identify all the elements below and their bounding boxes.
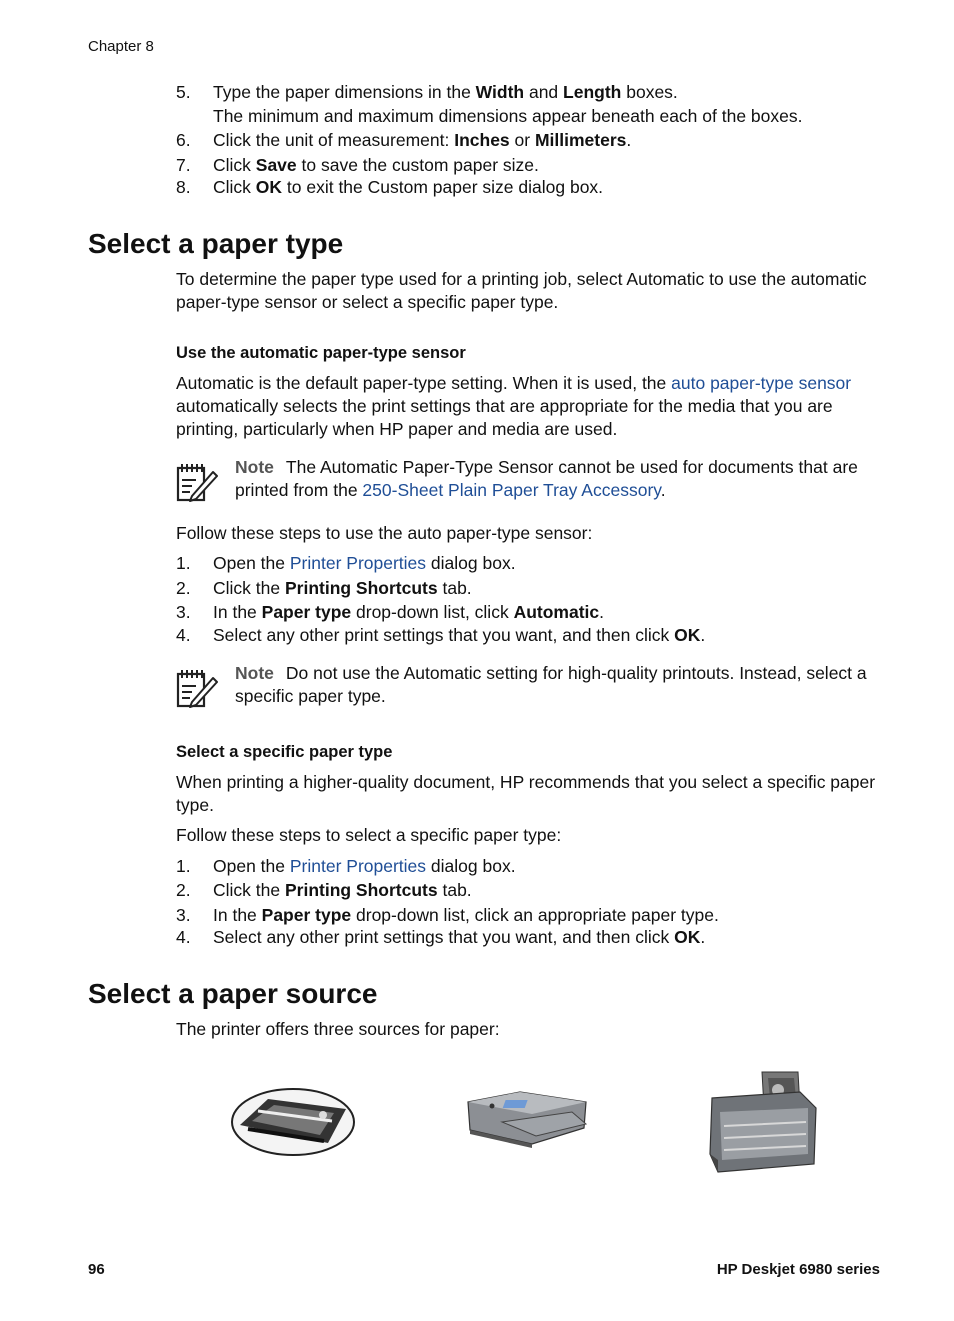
auto-two-sided-accessory-image xyxy=(704,1068,822,1176)
section-title: Select a paper type xyxy=(88,228,344,259)
note-pencil-icon xyxy=(176,666,218,710)
plain-paper-tray-accessory-image xyxy=(462,1088,590,1150)
rear-paper-tray-image xyxy=(228,1085,358,1159)
plain-paper-tray-accessory-link[interactable]: 250-Sheet Plain Paper Tray Accessory xyxy=(362,480,661,500)
note-pencil-icon xyxy=(176,460,218,504)
paragraph: Automatic is the default paper-type setting. When it is used, the auto paper-type sensor automatically selects the print settings that are appropriate for the media that you are printing, particularly when HP paper and media are used. xyxy=(176,373,852,439)
auto-paper-type-sensor-link[interactable]: auto paper-type sensor xyxy=(671,373,852,393)
note-text: Note Do not use the Automatic setting for high-quality printouts. Instead, select a specific paper type. xyxy=(235,663,867,706)
paragraph: Follow these steps to use the auto paper-type sensor: xyxy=(176,523,593,543)
page-number: 96 xyxy=(88,1261,105,1278)
note-text: Note The Automatic Paper-Type Sensor cannot be used for documents that are printed from the 250-Sheet Plain Paper Tray Accessory. xyxy=(235,457,858,500)
printer-properties-link[interactable]: Printer Properties xyxy=(289,553,427,573)
section-intro: To determine the paper type used for a printing job, select Automatic to use the automatic paper-type sensor or select a specific paper type. xyxy=(176,269,867,312)
subsection-heading: Select a specific paper type xyxy=(176,743,393,761)
subsection-heading: Use the automatic paper-type sensor xyxy=(176,344,466,362)
paragraph: The printer offers three sources for paper: xyxy=(176,1019,500,1039)
product-name: HP Deskjet 6980 series xyxy=(716,1261,880,1278)
chapter-header: Chapter 8 xyxy=(88,38,154,55)
section-title: Select a paper source xyxy=(88,978,378,1009)
paragraph: Follow these steps to select a specific paper type: xyxy=(176,825,562,845)
printer-properties-link[interactable]: Printer Properties xyxy=(289,856,427,876)
paragraph: When printing a higher-quality document, HP recommends that you select a specific paper type. xyxy=(176,772,876,815)
list-item-subtext: The minimum and maximum dimensions appear beneath each of the boxes. xyxy=(213,106,803,126)
